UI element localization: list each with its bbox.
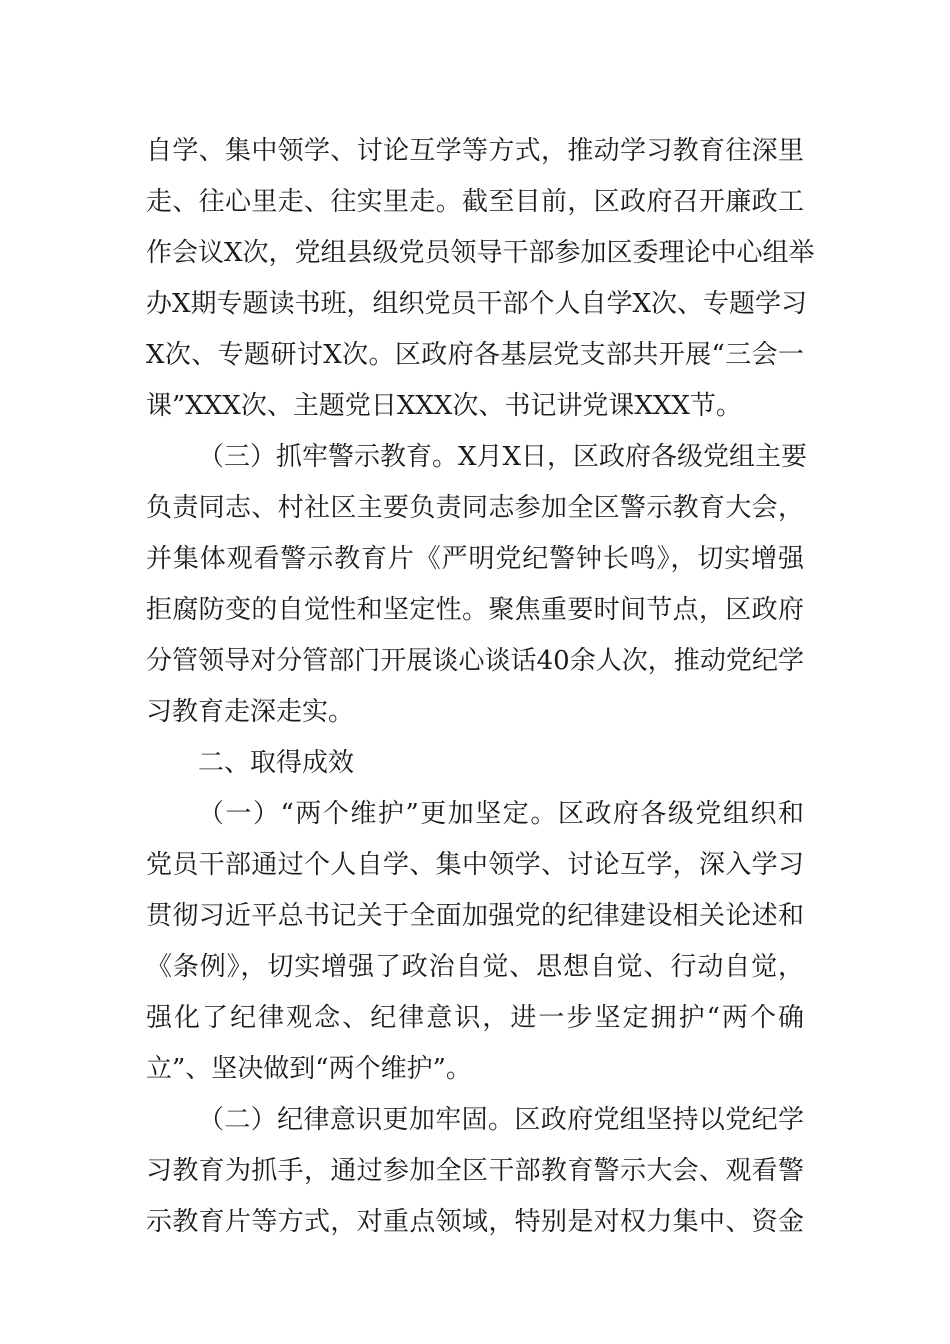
text-line: 强化了纪律观念、纪律意识，进一步坚定拥护“两个确 bbox=[146, 1003, 804, 1033]
text-line: 贯彻习近平总书记关于全面加强党的纪律建设相关论述和 bbox=[146, 901, 804, 931]
text-line: 立”、坚决做到“两个维护”。 bbox=[146, 1054, 472, 1084]
text-line: X次、专题研讨X次。区政府各基层党支部共开展“三会一 bbox=[146, 340, 804, 370]
section-heading-results bbox=[146, 738, 804, 789]
paragraph-discipline-awareness bbox=[146, 1095, 804, 1248]
text-line: 并集体观看警示教育片《严明党纪警钟长鸣》，切实增强 bbox=[146, 544, 804, 574]
text-line: （一）“两个维护”更加坚定。区政府各级党组织和 bbox=[198, 799, 804, 829]
text-line: 拒腐防变的自觉性和坚定性。聚焦重要时间节点，区政府 bbox=[146, 595, 804, 625]
text-line: 课”XXX次、主题党日XXX次、书记讲党课XXX节。 bbox=[146, 391, 742, 421]
text-line: 办X期专题读书班，组织党员干部个人自学X次、专题学习 bbox=[146, 289, 808, 319]
text-line: 自学、集中领学、讨论互学等方式，推动学习教育往深里 bbox=[146, 136, 804, 166]
text-line: 作会议X次，党组县级党员领导干部参加区委理论中心组举 bbox=[146, 238, 815, 268]
paragraph-warning-education bbox=[146, 432, 808, 738]
paragraph-two-safeguards bbox=[146, 789, 804, 1095]
text-line: 负责同志、村社区主要负责同志参加全区警示教育大会， bbox=[146, 493, 804, 523]
text-line: 走、往心里走、往实里走。截至目前，区政府召开廉政工 bbox=[146, 187, 804, 217]
text-line: 党员干部通过个人自学、集中领学、讨论互学，深入学习 bbox=[146, 850, 804, 880]
text-line: （三）抓牢警示教育。X月X日，区政府各级党组主要 bbox=[198, 442, 808, 472]
text-line: 《条例》，切实增强了政治自觉、思想自觉、行动自觉， bbox=[146, 952, 804, 982]
text-line: 分管领导对分管部门开展谈心谈话40余人次，推动党纪学 bbox=[146, 646, 804, 676]
text-line: 习教育走深走实。 bbox=[146, 697, 355, 727]
text-line: （二）纪律意识更加牢固。区政府党组坚持以党纪学 bbox=[198, 1105, 804, 1135]
document-body bbox=[146, 126, 815, 1248]
section-heading-text: 二、取得成效 bbox=[198, 748, 355, 778]
paragraph-study-methods bbox=[146, 126, 815, 432]
text-line: 示教育片等方式，对重点领域，特别是对权力集中、资金 bbox=[146, 1207, 804, 1237]
text-line: 习教育为抓手，通过参加全区干部教育警示大会、观看警 bbox=[146, 1156, 804, 1186]
